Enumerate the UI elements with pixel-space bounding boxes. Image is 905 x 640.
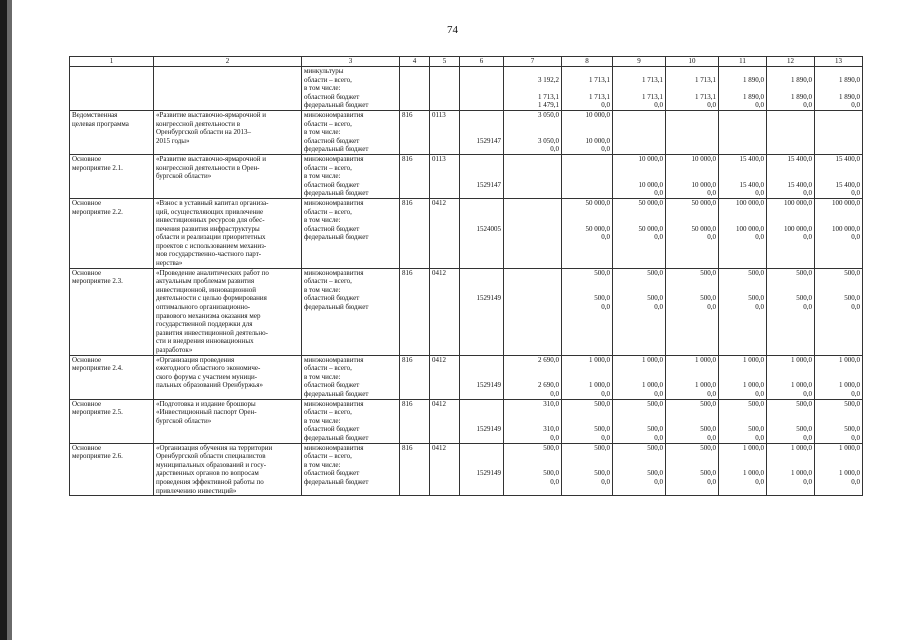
- year-value-cell: 15 400,0 15 400,0 0,0: [767, 154, 815, 198]
- rzpr-cell: 0412: [430, 198, 460, 268]
- year-value-cell: 1 713,1 1 713,1 0,0: [562, 67, 613, 111]
- table-row: [70, 110, 863, 154]
- year-value-cell: [666, 110, 719, 154]
- year-value-cell: 10 000,0 10 000,0 0,0: [666, 154, 719, 198]
- table-row: [70, 198, 863, 268]
- year-value-cell: [613, 110, 666, 154]
- responsible-cell: минэкономразвития области – всего, в том числе: областной бюджет федеральный бюджет: [302, 110, 400, 154]
- year-value-cell: 3 192,2 1 713,1 1 479,1: [504, 67, 562, 111]
- column-header: 12: [767, 57, 815, 67]
- activity-name-cell: «Проведение аналитических работ по актуальным проблемам развития инвестиционной, инновационной деятельности с целью формирования оптимального организационно- правового механизма оказания мер государственной поддержки для развития инвестиционной деятельно- сти и внедрения инновационных разработок»: [154, 268, 302, 355]
- year-value-cell: [504, 268, 562, 355]
- activity-type-cell: Основное мероприятие 2.5.: [70, 399, 154, 443]
- year-value-cell: 100 000,0 100 000,0 0,0: [767, 198, 815, 268]
- activity-name-cell: «Организация проведения ежегодного областного экономиче- ского форума с участием муници- пальных образований Оренбуржья»: [154, 355, 302, 399]
- rzpr-cell: 0412: [430, 443, 460, 496]
- year-value-cell: [719, 110, 767, 154]
- year-value-cell: 1 000,0 1 000,0 0,0: [815, 355, 863, 399]
- responsible-cell: минэкономразвития области – всего, в том числе: областной бюджет федеральный бюджет: [302, 443, 400, 496]
- year-value-cell: 500,0 500,0 0,0: [613, 268, 666, 355]
- page-number: 74: [447, 24, 458, 36]
- year-value-cell: 100 000,0 100 000,0 0,0: [815, 198, 863, 268]
- csr-cell: 1529149: [460, 399, 504, 443]
- table-row: [70, 443, 863, 496]
- column-header: 13: [815, 57, 863, 67]
- table-row: [70, 67, 863, 111]
- grbs-cell: 816: [400, 198, 430, 268]
- grbs-cell: 816: [400, 443, 430, 496]
- rzpr-cell: 0412: [430, 399, 460, 443]
- year-value-cell: 1 000,0 1 000,0 0,0: [562, 355, 613, 399]
- activity-name-cell: [154, 67, 302, 111]
- rzpr-cell: 0412: [430, 355, 460, 399]
- year-value-cell: 500,0 500,0 0,0: [562, 443, 613, 496]
- year-value-cell: [504, 154, 562, 198]
- year-value-cell: 500,0 500,0 0,0: [666, 399, 719, 443]
- column-header: 4: [400, 57, 430, 67]
- activity-type-cell: Ведомственная целевая программа: [70, 110, 154, 154]
- column-header: 5: [430, 57, 460, 67]
- activity-name-cell: «Развитие выставочно-ярмарочной и конгрессной деятельности в Орен- бургской области»: [154, 154, 302, 198]
- grbs-cell: 816: [400, 268, 430, 355]
- grbs-cell: 816: [400, 154, 430, 198]
- column-header: 6: [460, 57, 504, 67]
- csr-cell: 1529147: [460, 154, 504, 198]
- table-row: [70, 268, 863, 355]
- year-value-cell: [562, 154, 613, 198]
- csr-cell: 1529147: [460, 110, 504, 154]
- year-value-cell: 1 000,0 1 000,0 0,0: [767, 355, 815, 399]
- responsible-cell: минэкономразвития области – всего, в том числе: областной бюджет федеральный бюджет: [302, 198, 400, 268]
- year-value-cell: 500,0 500,0 0,0: [815, 268, 863, 355]
- year-value-cell: 500,0 500,0 0,0: [719, 399, 767, 443]
- year-value-cell: 310,0 310,0 0,0: [504, 399, 562, 443]
- column-header: 2: [154, 57, 302, 67]
- year-value-cell: 500,0 500,0 0,0: [815, 399, 863, 443]
- year-value-cell: 1 000,0 1 000,0 0,0: [666, 355, 719, 399]
- rzpr-cell: [430, 67, 460, 111]
- responsible-cell: минэкономразвития области – всего, в том числе: областной бюджет федеральный бюджет: [302, 154, 400, 198]
- year-value-cell: 500,0 500,0 0,0: [767, 268, 815, 355]
- grbs-cell: 816: [400, 110, 430, 154]
- year-value-cell: 3 050,0 3 050,0 0,0: [504, 110, 562, 154]
- responsible-cell: минэкономразвития области – всего, в том числе: областной бюджет федеральный бюджет: [302, 355, 400, 399]
- year-value-cell: 100 000,0 100 000,0 0,0: [719, 198, 767, 268]
- grbs-cell: 816: [400, 355, 430, 399]
- rzpr-cell: 0412: [430, 268, 460, 355]
- activity-name-cell: «Взнос в уставный капитал организа- ций, осуществляющих привлечение инвестиционных ресурсов для обес- печения развития инфраструктуры области и реализации приоритетных проектов с использованием механиз- мов государственно-частного парт- нерства»: [154, 198, 302, 268]
- year-value-cell: 1 713,1 1 713,1 0,0: [666, 67, 719, 111]
- year-value-cell: 1 890,0 1 890,0 0,0: [719, 67, 767, 111]
- year-value-cell: 1 000,0 1 000,0 0,0: [719, 355, 767, 399]
- table-row: [70, 355, 863, 399]
- year-value-cell: [815, 110, 863, 154]
- year-value-cell: 50 000,0 50 000,0 0,0: [666, 198, 719, 268]
- activity-name-cell: «Организация обучения на территории Оренбургской области специалистов муниципальных образований и госу- дарственных органов по вопросам проведения эффективной работы по привлечению инвестиций»: [154, 443, 302, 496]
- csr-cell: 1529149: [460, 443, 504, 496]
- year-value-cell: 1 890,0 1 890,0 0,0: [767, 67, 815, 111]
- column-header: 1: [70, 57, 154, 67]
- year-value-cell: 50 000,0 50 000,0 0,0: [613, 198, 666, 268]
- responsible-cell: минкультуры области – всего, в том числе: областной бюджет федеральный бюджет: [302, 67, 400, 111]
- year-value-cell: 500,0 500,0 0,0: [504, 443, 562, 496]
- year-value-cell: 10 000,0 10 000,0 0,0: [562, 110, 613, 154]
- table-row: [70, 154, 863, 198]
- csr-cell: [460, 67, 504, 111]
- scan-edge-shadow: [0, 0, 7, 640]
- year-value-cell: 500,0 500,0 0,0: [613, 399, 666, 443]
- rzpr-cell: 0113: [430, 154, 460, 198]
- grbs-cell: [400, 67, 430, 111]
- year-value-cell: 1 000,0 1 000,0 0,0: [613, 355, 666, 399]
- year-value-cell: [767, 110, 815, 154]
- budget-table: [69, 56, 863, 496]
- year-value-cell: 2 690,0 2 690,0 0,0: [504, 355, 562, 399]
- year-value-cell: 500,0 500,0 0,0: [767, 399, 815, 443]
- year-value-cell: 50 000,0 50 000,0 0,0: [562, 198, 613, 268]
- activity-type-cell: Основное мероприятие 2.3.: [70, 268, 154, 355]
- activity-name-cell: «Развитие выставочно-ярмарочной и конгрессной деятельности в Оренбургской области на 2013– 2015 годы»: [154, 110, 302, 154]
- csr-cell: 1524005: [460, 198, 504, 268]
- year-value-cell: 500,0 500,0 0,0: [613, 443, 666, 496]
- csr-cell: 1529149: [460, 268, 504, 355]
- table-row: [70, 399, 863, 443]
- year-value-cell: 1 000,0 1 000,0 0,0: [767, 443, 815, 496]
- year-value-cell: 500,0 500,0 0,0: [562, 399, 613, 443]
- activity-name-cell: «Подготовка и издание брошюры «Инвестиционный паспорт Орен- бургской области»: [154, 399, 302, 443]
- table-body: [70, 67, 863, 496]
- column-header: 3: [302, 57, 400, 67]
- year-value-cell: 500,0 500,0 0,0: [719, 268, 767, 355]
- column-header: 9: [613, 57, 666, 67]
- year-value-cell: 500,0 500,0 0,0: [666, 443, 719, 496]
- responsible-cell: минэкономразвития области – всего, в том числе: областной бюджет федеральный бюджет: [302, 399, 400, 443]
- year-value-cell: 1 000,0 1 000,0 0,0: [719, 443, 767, 496]
- column-header: 7: [504, 57, 562, 67]
- activity-type-cell: Основное мероприятие 2.2.: [70, 198, 154, 268]
- scan-edge-shadow-inner: [7, 0, 12, 640]
- table-header-row: [70, 57, 863, 67]
- year-value-cell: 500,0 500,0 0,0: [666, 268, 719, 355]
- year-value-cell: 1 000,0 1 000,0 0,0: [815, 443, 863, 496]
- year-value-cell: 1 890,0 1 890,0 0,0: [815, 67, 863, 111]
- column-header: 8: [562, 57, 613, 67]
- activity-type-cell: Основное мероприятие 2.4.: [70, 355, 154, 399]
- year-value-cell: 10 000,0 10 000,0 0,0: [613, 154, 666, 198]
- csr-cell: 1529149: [460, 355, 504, 399]
- responsible-cell: минэкономразвития области – всего, в том числе: областной бюджет федеральный бюджет: [302, 268, 400, 355]
- activity-type-cell: [70, 67, 154, 111]
- year-value-cell: 500,0 500,0 0,0: [562, 268, 613, 355]
- activity-type-cell: Основное мероприятие 2.6.: [70, 443, 154, 496]
- year-value-cell: 15 400,0 15 400,0 0,0: [719, 154, 767, 198]
- grbs-cell: 816: [400, 399, 430, 443]
- year-value-cell: 15 400,0 15 400,0 0,0: [815, 154, 863, 198]
- column-header: 11: [719, 57, 767, 67]
- year-value-cell: 1 713,1 1 713,1 0,0: [613, 67, 666, 111]
- rzpr-cell: 0113: [430, 110, 460, 154]
- column-header: 10: [666, 57, 719, 67]
- activity-type-cell: Основное мероприятие 2.1.: [70, 154, 154, 198]
- year-value-cell: [504, 198, 562, 268]
